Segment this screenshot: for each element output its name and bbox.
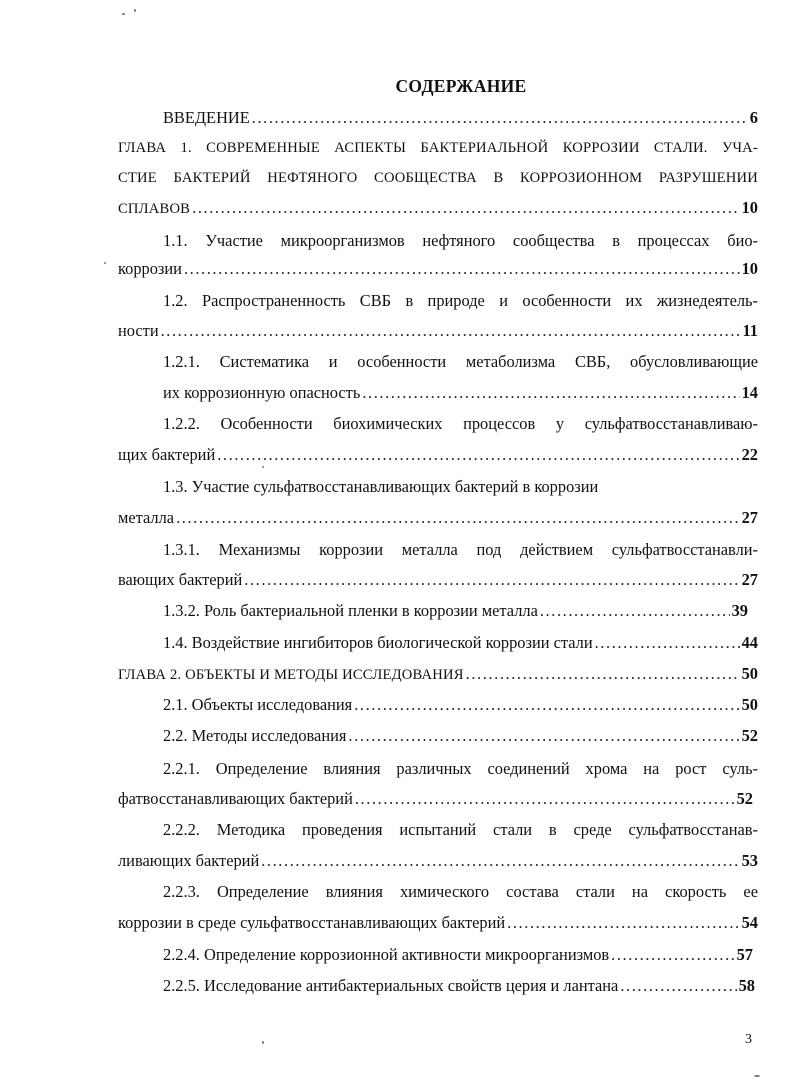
toc-entry-text: коррозии (118, 259, 182, 278)
toc-entry-introduction (163, 108, 758, 128)
toc-entry-2-2-5 (163, 976, 755, 996)
page-number: 3 (745, 1032, 752, 1047)
toc-entry-1-2-line2 (118, 321, 758, 341)
toc-entry-text: 2.2.1. Определение влияния различных соединений хрома на рост суль- (163, 759, 758, 778)
toc-entry-text: ливающих бактерий (118, 851, 260, 870)
scan-speck (262, 1041, 264, 1044)
toc-entry-2-2-3-line1 (163, 882, 758, 902)
toc-entry-text: 1.1. Участие микроорганизмов нефтяного сообщества в процессах био- (163, 231, 758, 250)
toc-entry-1-2-2-line1 (163, 414, 758, 434)
toc-entry-1-3-1-line1 (163, 540, 758, 560)
toc-entry-2-2-1-line2 (118, 789, 753, 809)
leader-dots (348, 726, 739, 746)
leader-dots (192, 198, 739, 218)
toc-entry-2-1 (163, 695, 758, 715)
leader-dots (217, 445, 739, 465)
toc-entry-1-2-1-line1 (163, 352, 758, 372)
toc-entry-page: 6 (749, 108, 758, 127)
toc-entry-text: 2.2.5. Исследование антибактериальных свойств церия и лантана (163, 976, 619, 995)
toc-entry-text: 2.2.4. Определение коррозионной активности микроорганизмов (163, 945, 610, 964)
toc-entry-chapter1-line1 (118, 138, 758, 158)
toc-entry-2-2-1-line1 (163, 759, 758, 779)
toc-entry-1-3-line1 (163, 477, 703, 497)
toc-entry-page: 53 (741, 851, 758, 870)
toc-entry-page: 52 (741, 726, 758, 745)
toc-entry-page: 50 (741, 695, 758, 714)
toc-entry-page: 54 (741, 913, 758, 932)
toc-entry-1-3-2 (163, 601, 748, 621)
leader-dots (611, 945, 734, 965)
toc-entry-chapter2 (118, 664, 758, 685)
toc-entry-text: СПЛАВОВ (118, 201, 191, 217)
leader-dots (620, 976, 736, 996)
leader-dots (355, 789, 735, 809)
toc-entry-text: ГЛАВА 1. СОВРЕМЕННЫЕ АСПЕКТЫ БАКТЕРИАЛЬНОЙ КОРРОЗИИ СТАЛИ. УЧА- (118, 140, 758, 156)
toc-entry-text: 1.4. Воздействие ингибиторов биологической коррозии стали (163, 633, 593, 652)
toc-entry-page: 22 (741, 445, 758, 464)
toc-entry-text: ВВЕДЕНИЕ (163, 108, 250, 127)
leader-dots (261, 851, 739, 871)
toc-title: СОДЕРЖАНИЕ (395, 76, 527, 96)
toc-entry-text: их коррозионную опасность (163, 383, 361, 402)
toc-entry-chapter1-line2 (118, 168, 758, 188)
toc-entry-2-2-2-line1 (163, 820, 758, 840)
toc-entry-text: СТИЕ БАКТЕРИЙ НЕФТЯНОГО СООБЩЕСТВА В КОРРОЗИОННОМ РАЗРУШЕНИИ (118, 170, 758, 186)
toc-entry-page: 10 (741, 259, 758, 278)
toc-entry-text: 2.2. Методы исследования (163, 726, 347, 745)
toc-entry-text: 2.2.2. Методика проведения испытаний стали в среде сульфатвосстанав- (163, 820, 758, 839)
toc-entry-page: 39 (731, 601, 748, 620)
toc-entry-text: 2.1. Объекты исследования (163, 695, 353, 714)
toc-entry-text: ГЛАВА 2. ОБЪЕКТЫ И МЕТОДЫ ИССЛЕДОВАНИЯ (118, 667, 464, 683)
toc-entry-text: 2.2.3. Определение влияния химического состава стали на скорость ее (163, 882, 758, 901)
toc-entry-page: 50 (741, 664, 758, 683)
toc-entry-2-2-2-line2 (118, 851, 758, 871)
scan-speck (122, 13, 125, 15)
toc-entry-page: 27 (741, 508, 758, 527)
toc-entry-1-1-line1 (163, 231, 758, 251)
toc-entry-text: щих бактерий (118, 445, 216, 464)
scan-speck (134, 9, 136, 12)
toc-entry-text: ности (118, 321, 159, 340)
toc-entry-page: 11 (742, 321, 758, 340)
toc-entry-text: фатвосстанавливающих бактерий (118, 789, 353, 808)
toc-entry-1-3-line2 (118, 508, 758, 528)
toc-entry-page: 27 (741, 570, 758, 589)
leader-dots (595, 633, 740, 653)
leader-dots (466, 664, 740, 684)
toc-entry-page: 10 (741, 198, 758, 217)
toc-entry-page: 52 (736, 789, 753, 808)
toc-entry-text: вающих бактерий (118, 570, 243, 589)
leader-dots (354, 695, 739, 715)
toc-entry-chapter1-line3 (118, 198, 758, 219)
toc-entry-1-2-line1 (163, 291, 758, 311)
scan-speck (754, 1075, 760, 1077)
toc-entry-page: 44 (741, 633, 758, 652)
toc-entry-1-3-1-line2 (118, 570, 758, 590)
toc-entry-text: 1.2. Распространенность СВБ в природе и особенности их жизнедеятель- (163, 291, 758, 310)
scan-speck (104, 262, 106, 264)
leader-dots (507, 913, 739, 933)
toc-entry-text: металла (118, 508, 175, 527)
toc-entry-2-2-4 (163, 945, 753, 965)
toc-entry-text: 1.3.2. Роль бактериальной пленки в коррозии металла (163, 601, 538, 620)
toc-entry-text: коррозии в среде сульфатвосстанавливающих бактерий (118, 913, 506, 932)
toc-entry-page: 58 (738, 976, 755, 995)
leader-dots (176, 508, 740, 528)
leader-dots (362, 383, 739, 403)
leader-dots (161, 321, 741, 341)
toc-entry-2-2-3-line2 (118, 913, 758, 933)
toc-entry-text: 1.2.1. Систематика и особенности метаболизма СВБ, обусловливающие (163, 352, 758, 371)
toc-entry-page: 57 (736, 945, 753, 964)
toc-entry-1-2-2-line2 (118, 445, 758, 465)
leader-dots (252, 108, 748, 128)
leader-dots (540, 601, 730, 621)
toc-entry-text: 1.2.2. Особенности биохимических процессов у сульфатвосстанавливаю- (163, 414, 758, 433)
toc-entry-1-4 (163, 633, 758, 653)
toc-entry-1-1-line2 (118, 259, 758, 279)
toc-entry-text: 1.3. Участие сульфатвосстанавливающих бактерий в коррозии (163, 477, 599, 496)
scan-speck (262, 466, 264, 468)
toc-entry-2-2 (163, 726, 758, 746)
toc-entry-page: 14 (741, 383, 758, 402)
toc-entry-text: 1.3.1. Механизмы коррозии металла под действием сульфатвосстанавли- (163, 540, 758, 559)
leader-dots (244, 570, 739, 590)
toc-entry-1-2-1-line2 (163, 383, 758, 403)
leader-dots (184, 259, 740, 279)
